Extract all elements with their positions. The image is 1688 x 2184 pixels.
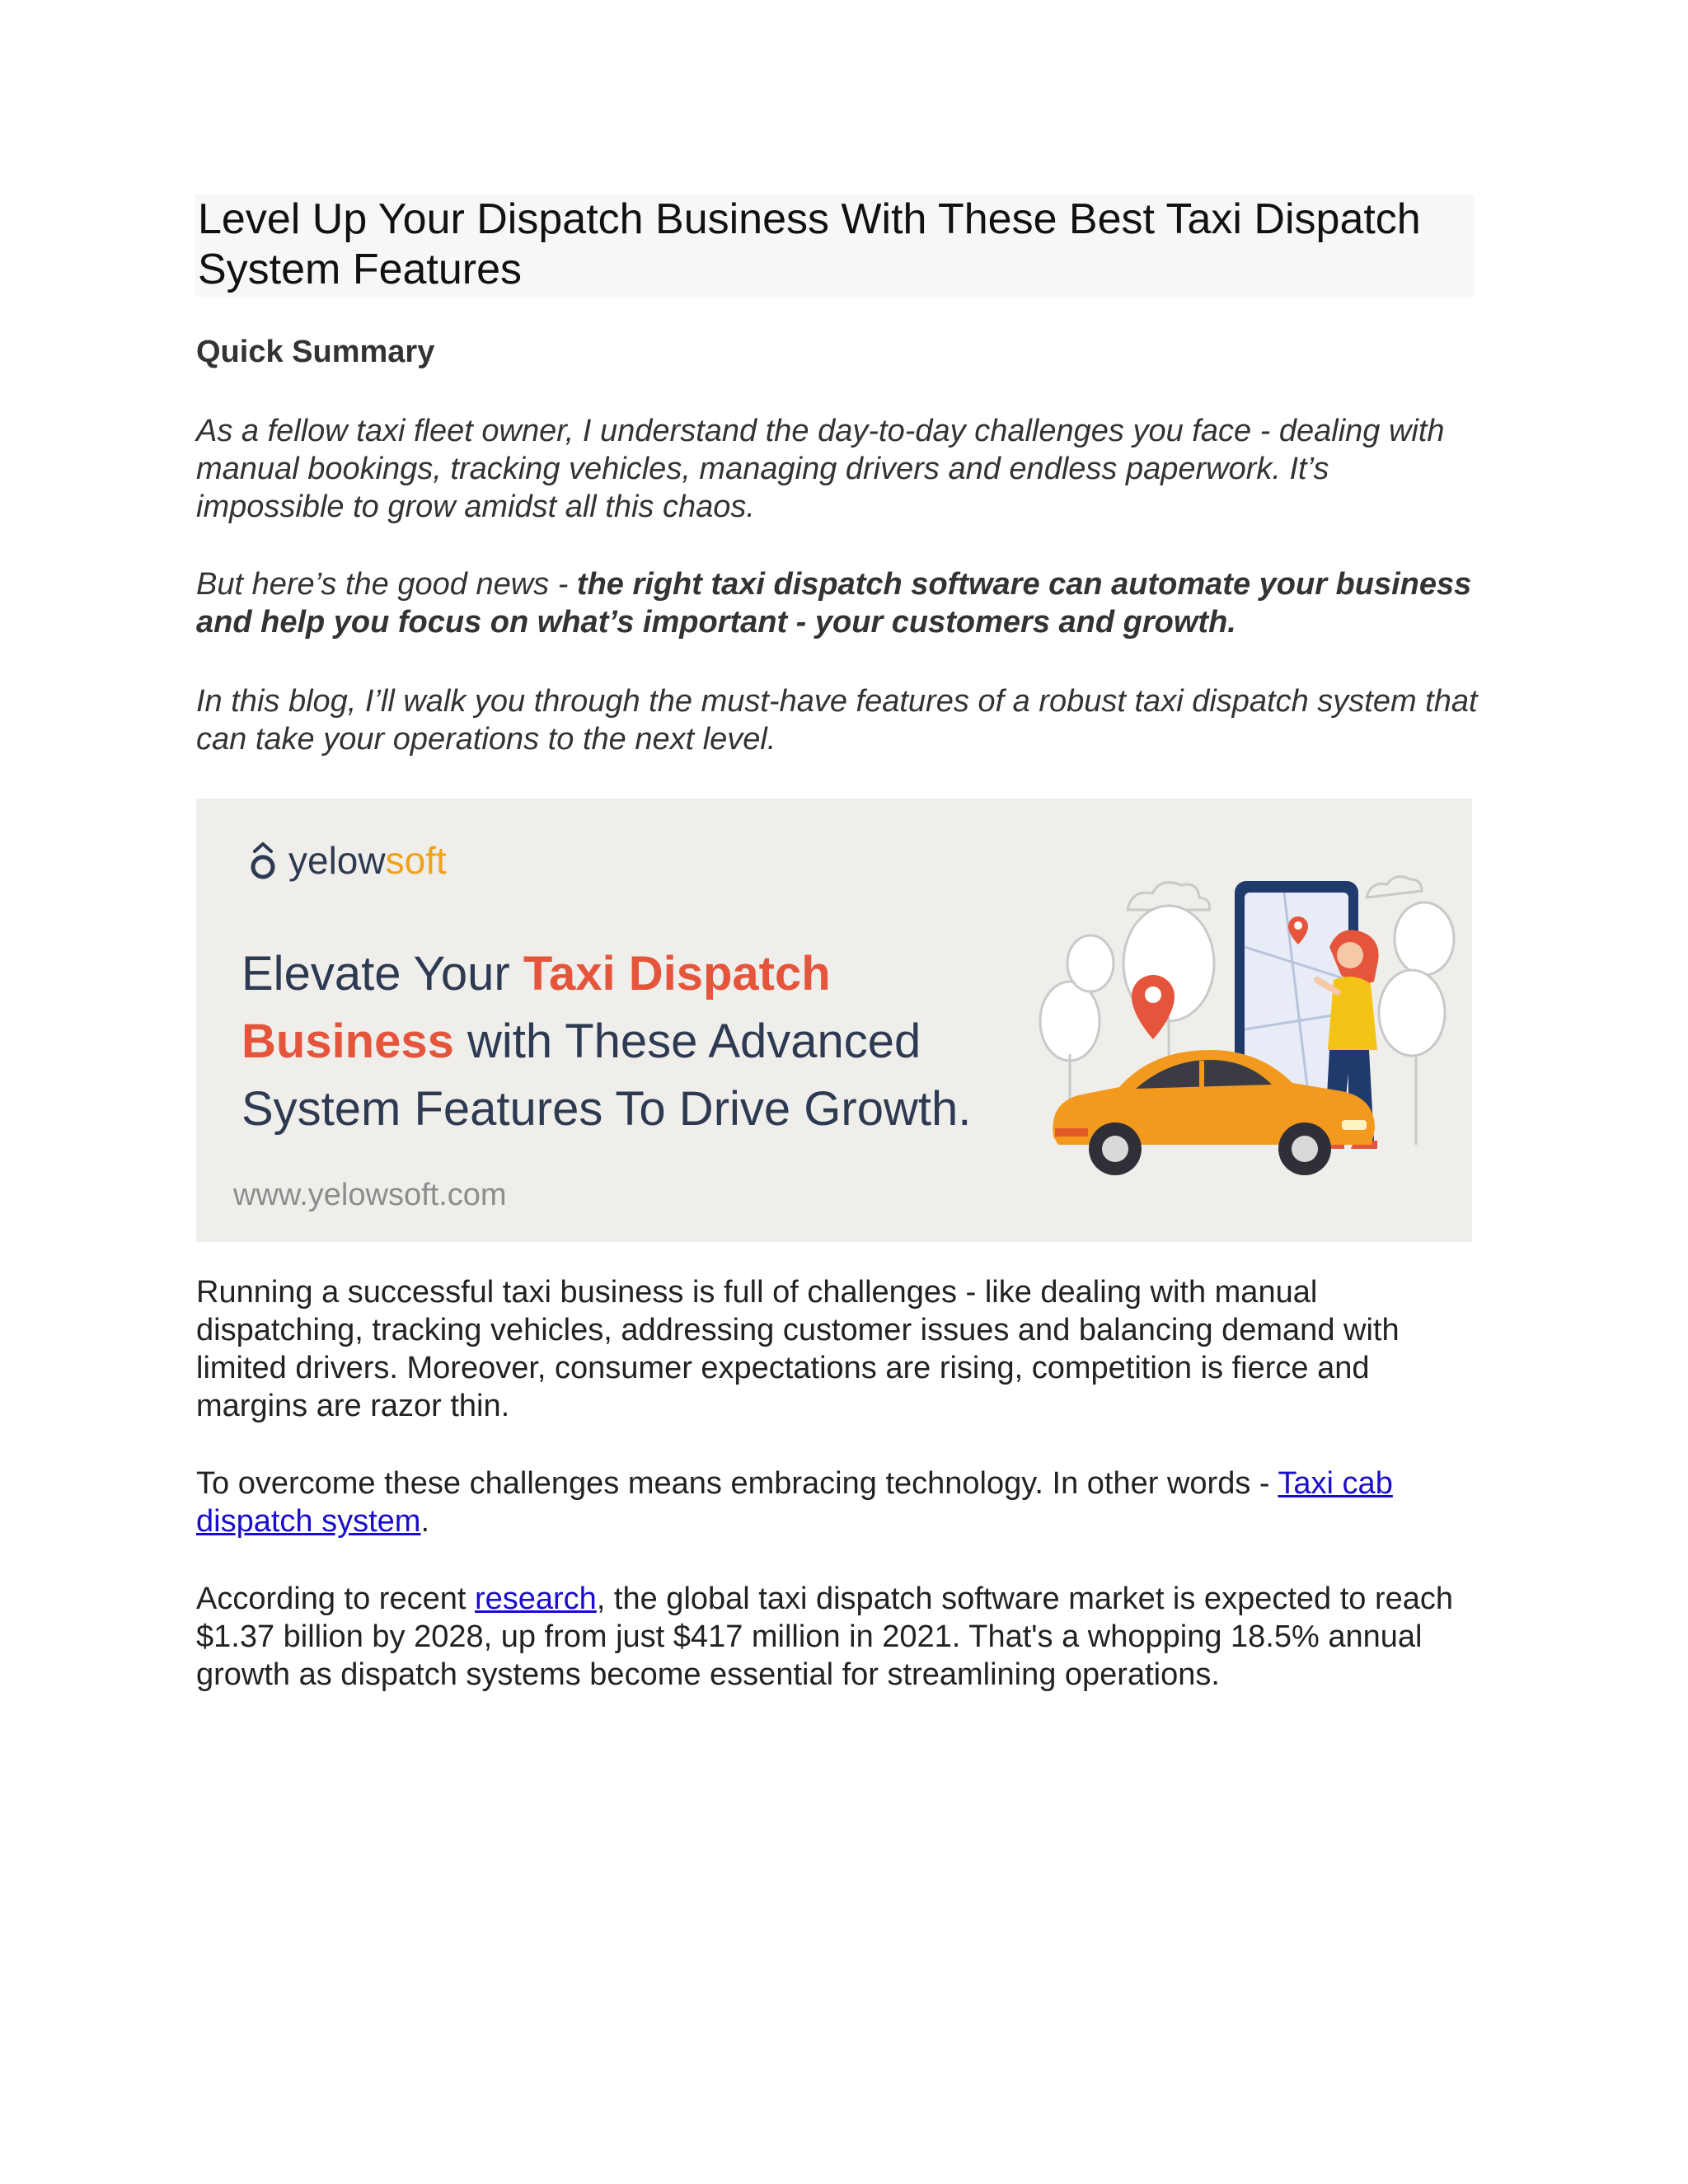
summary-heading: Quick Summary xyxy=(196,335,435,369)
page-title-line-2: System Features xyxy=(198,246,523,293)
banner-headline-part-3: System Features To Drive Growth. xyxy=(241,1082,972,1136)
taxi-cab-dispatch-system-link[interactable]: Taxi cab dispatch system xyxy=(196,1466,1393,1539)
body-paragraph-3 xyxy=(196,1580,1482,1694)
banner-image xyxy=(196,799,1472,1242)
body-paragraph-2 xyxy=(196,1465,1482,1540)
page-title xyxy=(195,194,1474,295)
yelowsoft-logo-icon xyxy=(246,840,280,881)
banner-headline-highlight-1: Taxi Dispatch xyxy=(523,947,831,1001)
brand-name-suffix: soft xyxy=(385,839,447,882)
brand-name-prefix: yelow xyxy=(288,839,386,882)
summary-paragraph-2-emphasis: the right taxi dispatch software can automate your business and help you focus on what’s important - your customers and growth. xyxy=(196,567,1472,640)
summary-paragraph-1: As a fellow taxi fleet owner, I understand the day-to-day challenges you face - dealing with manual bookings, tracking vehicles, managing drivers and endless paperwork. It’s impossible to grow amidst all this chaos. xyxy=(196,414,1445,524)
banner-headline-part-1: Elevate Your xyxy=(241,947,523,1001)
research-link[interactable]: research xyxy=(474,1582,597,1616)
banner-headline-part-2: with These Advanced xyxy=(453,1015,921,1068)
page-title-line-1: Level Up Your Dispatch Business With These Best Taxi Dispatch xyxy=(198,195,1421,243)
body-paragraph-2-lead: To overcome these challenges means embracing technology. In other words - xyxy=(196,1466,1278,1501)
summary-paragraph-2 xyxy=(196,565,1482,641)
summary-paragraph-3: In this blog, I’ll walk you through the must-have features of a robust taxi dispatch system that can take your operations to the next level. xyxy=(196,684,1478,757)
body-paragraph-1: Running a successful taxi business is full of challenges - like dealing with manual dispatching, tracking vehicles, addressing customer issues and balancing demand with limited drivers. Moreover, consumer expectations are rising, competition is fierce and margins are razor thin. xyxy=(196,1275,1400,1423)
title-block xyxy=(195,194,1474,297)
body-paragraph-3-rest: , the global taxi dispatch software market is expected to reach $1.37 billion by 2028, up from just $417 million in 2021. That's a whopping 18.5% annual growth as dispatch systems become essential for streamlining operations. xyxy=(196,1582,1454,1692)
brand-logo xyxy=(246,838,447,883)
body-paragraph-2-end: . xyxy=(420,1504,430,1539)
taxi-illustration xyxy=(1037,832,1465,1219)
banner-headline xyxy=(241,940,1066,1143)
body-paragraph-3-lead: According to recent xyxy=(196,1582,475,1616)
summary-paragraph-2-lead: But here’s the good news - xyxy=(196,567,577,602)
banner-headline-highlight-2: Business xyxy=(241,1015,454,1068)
banner-url: www.yelowsoft.com xyxy=(233,1178,507,1212)
